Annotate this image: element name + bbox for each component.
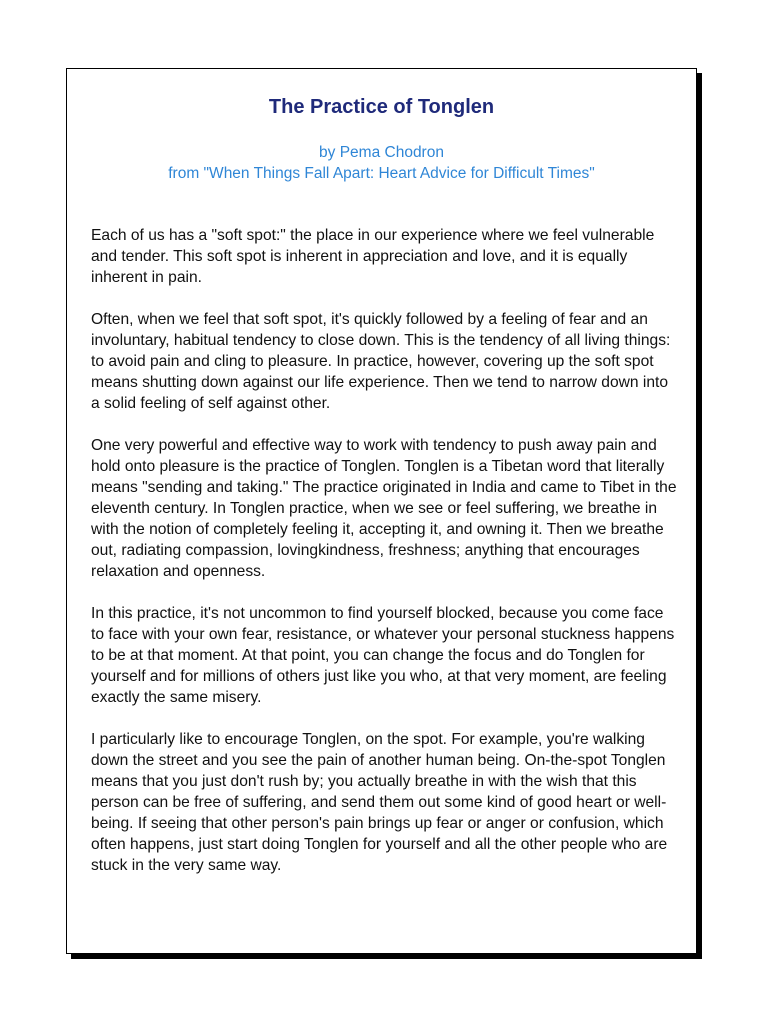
byline (67, 142, 696, 184)
document-page (66, 68, 697, 954)
author-line: by Pema Chodron (319, 144, 444, 161)
paragraph-3: One very powerful and effective way to work with tendency to push away pain and hold onto pleasure is the practice of Tonglen. Tonglen is a Tibetan word that literally means "sending and taking." The practice originated in India and came to Tibet in the eleventh century. In Tonglen practice, when we see or feel suffering, we breathe in with the notion of completely feeling it, accepting it, and owning it. Then we breathe out, radiating compassion, lovingkindness, freshness; anything that encourages relaxation and openness. (91, 437, 677, 580)
document-title: The Practice of Tonglen (268, 96, 495, 118)
paragraph-2: Often, when we feel that soft spot, it's quickly followed by a feeling of fear and an involuntary, habitual tendency to close down. This is the tendency of all living things: to avoid pain and cling to pleasure. In practice, however, covering up the soft spot means shutting down against our life experience. Then we tend to narrow down into a solid feeling of self against other. (91, 311, 671, 412)
paragraph-5: I particularly like to encourage Tonglen, on the spot. For example, you're walking down the street and you see the pain of another human being. On-the-spot Tonglen means that you just don't rush by; you actually breathe in with the wish that this person can be free of suffering, and send them out some kind of good heart or well-being. If seeing that other person's pain brings up fear or anger or confusion, which often happens, just start doing Tonglen for yourself and all the other people who are stuck in the very same way. (91, 731, 668, 874)
paragraph-1: Each of us has a "soft spot:" the place in our experience where we feel vulnerable and tender. This soft spot is inherent in appreciation and love, and it is equally inherent in pain. (91, 227, 655, 286)
paragraph-4: In this practice, it's not uncommon to find yourself blocked, because you come face to face with your own fear, resistance, or whatever your personal stuckness happens to be at that moment. At that point, you can change the focus and do Tonglen for yourself and for millions of others just like you who, at that very moment, are feeling exactly the same misery. (91, 605, 675, 706)
source-line: from "When Things Fall Apart: Heart Advice for Difficult Times" (168, 165, 595, 182)
article-body (91, 225, 679, 897)
